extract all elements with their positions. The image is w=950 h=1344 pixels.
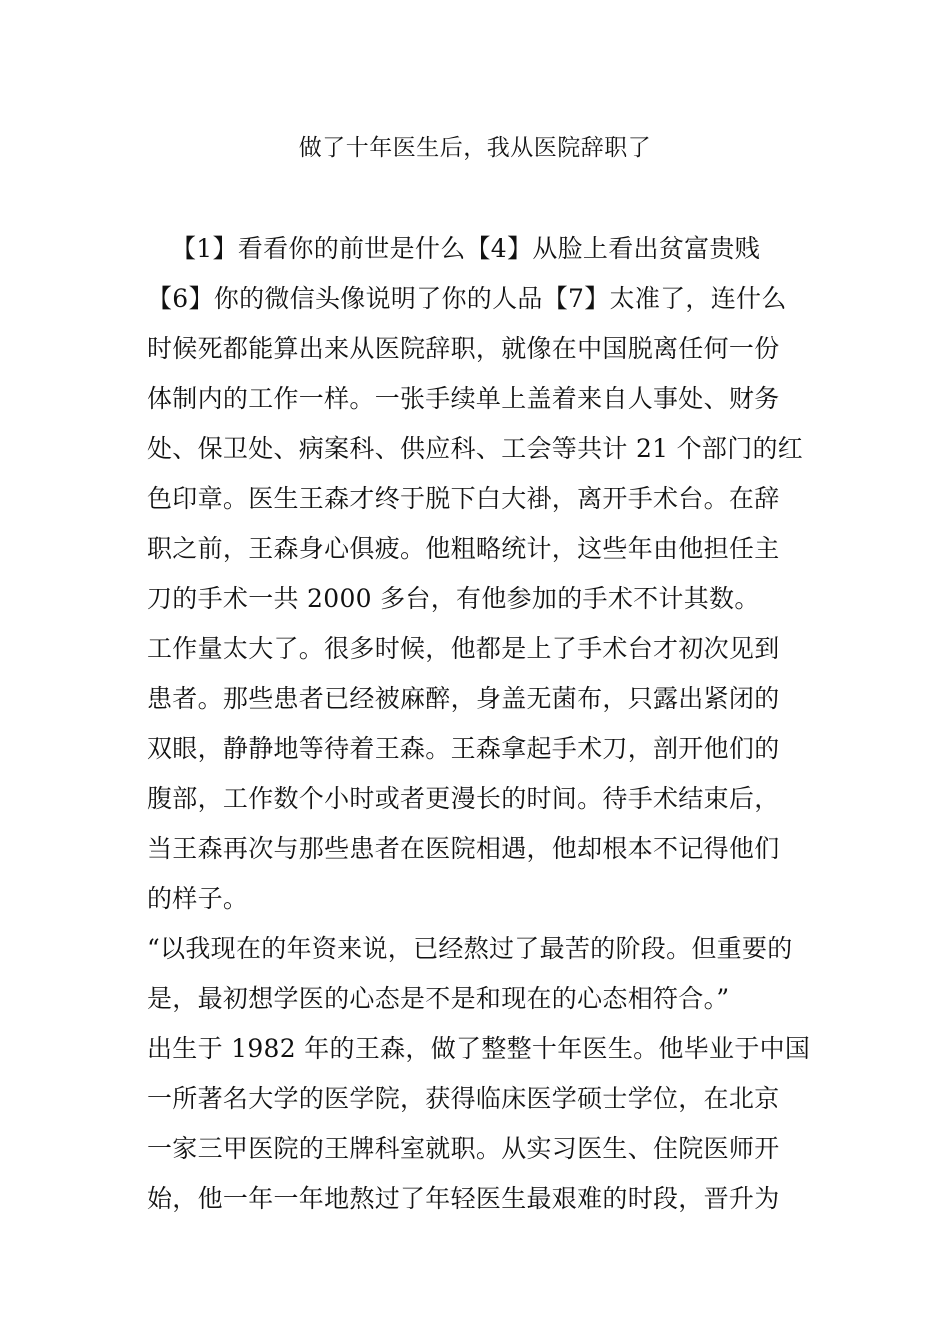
text-line: 刀的手术一共 2000 多台，有他参加的手术不计其数。 bbox=[147, 584, 760, 613]
text-line: 工作量太大了。很多时候，他都是上了手术台才初次见到 bbox=[147, 634, 780, 663]
text-line: 【6】你的微信头像说明了你的人品【7】太准了，连什么 bbox=[147, 284, 787, 313]
text-line: 职之前，王森身心俱疲。他粗略统计，这些年由他担任主 bbox=[147, 534, 780, 563]
text-line: 体制内的工作一样。一张手续单上盖着来自人事处、财务 bbox=[147, 384, 780, 413]
text-line: 双眼，静静地等待着王森。王森拿起手术刀，剖开他们的 bbox=[147, 734, 780, 763]
text-line: 当王森再次与那些患者在医院相遇，他却根本不记得他们 bbox=[147, 834, 780, 863]
document-title: 做了十年医生后，我从医院辞职了 bbox=[298, 135, 652, 161]
text-line: 腹部，工作数个小时或者更漫长的时间。待手术结束后， bbox=[147, 784, 780, 813]
text-line: 的样子。 bbox=[147, 884, 249, 913]
text-line: 处、保卫处、病案科、供应科、工会等共计 21 个部门的红 bbox=[147, 434, 804, 463]
text-line: “以我现在的年资来说，已经熬过了最苦的阶段。但重要的 bbox=[147, 934, 793, 963]
text-line: 始，他一年一年地熬过了年轻医生最艰难的时段，晋升为 bbox=[147, 1184, 780, 1213]
text-line: 是，最初想学医的心态是不是和现在的心态相符合。” bbox=[147, 984, 730, 1013]
text-line: 一家三甲医院的王牌科室就职。从实习医生、住院医师开 bbox=[147, 1134, 780, 1163]
text-line: 【1】看看你的前世是什么【4】从脸上看出贫富贵贱 bbox=[171, 234, 761, 263]
article-body bbox=[147, 224, 811, 1224]
text-line: 出生于 1982 年的王森，做了整整十年医生。他毕业于中国 bbox=[147, 1034, 811, 1063]
text-line: 时候死都能算出来从医院辞职，就像在中国脱离任何一份 bbox=[147, 334, 780, 363]
text-line: 一所著名大学的医学院，获得临床医学硕士学位，在北京 bbox=[147, 1084, 780, 1113]
text-line: 色印章。医生王森才终于脱下白大褂，离开手术台。在辞 bbox=[147, 484, 780, 513]
text-line: 患者。那些患者已经被麻醉，身盖无菌布，只露出紧闭的 bbox=[147, 684, 780, 713]
